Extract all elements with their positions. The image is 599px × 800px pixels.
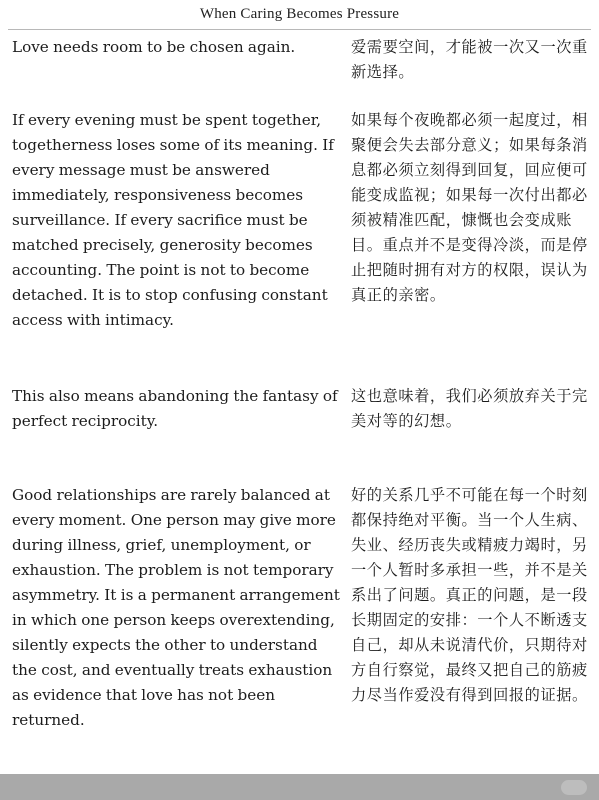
paragraph-chinese: 如果每个夜晚都必须一起度过，相聚便会失去部分意义；如果每条消息都必须立刻得到回复，回应便可能变成监视；如果每一次付出都必须被精准匹配，慷慨也会变成账目。重点并不是变得冷淡，而是停止把随时拥有对方的权限，误认为真正的亲密。 [351,111,588,304]
watermark [561,780,587,795]
paragraph-chinese: 这也意味着，我们必须放弃关于完美对等的幻想。 [351,387,588,430]
page-title: When Caring Becomes Pressure [199,6,400,22]
paragraph-english: Love needs room to be chosen again. [12,38,296,56]
paragraph-english: If every evening must be spent together, togetherness loses some of its meaning. If every message must be answered immediately, responsiveness becomes surveillance. If every sacrifice must be matched precisely, generosity becomes accounting. The point is not to become detached. It is to stop confusing constant access with intimacy. [12,111,334,329]
header-divider [8,29,591,30]
paragraph-chinese: 爱需要空间，才能被一次又一次重新选择。 [351,38,588,81]
footer-bar [0,774,599,800]
paragraph-chinese: 好的关系几乎不可能在每一个时刻都保持绝对平衡。当一个人生病、失业、经历丧失或精疲力竭时，另一个人暂时多承担一些，并不是关系出了问题。真正的问题，是一段长期固定的安排：一个人不断透支自己，却从未说清代价，只期待对方自行察觉，最终又把自己的筋疲力尽当作爱没有得到回报的证据。 [351,486,588,704]
page-header [0,0,599,34]
paragraph-english: This also means abandoning the fantasy of perfect reciprocity. [12,387,338,430]
paragraph-english: Good relationships are rarely balanced at every moment. One person may give more during illness, grief, unemployment, or exhaustion. The problem is not temporary asymmetry. It is a permanent arrangement in which one person keeps overextending, silently expects the other to understand the cost, and eventually treats exhaustion as evidence that love has not been returned. [12,486,340,729]
